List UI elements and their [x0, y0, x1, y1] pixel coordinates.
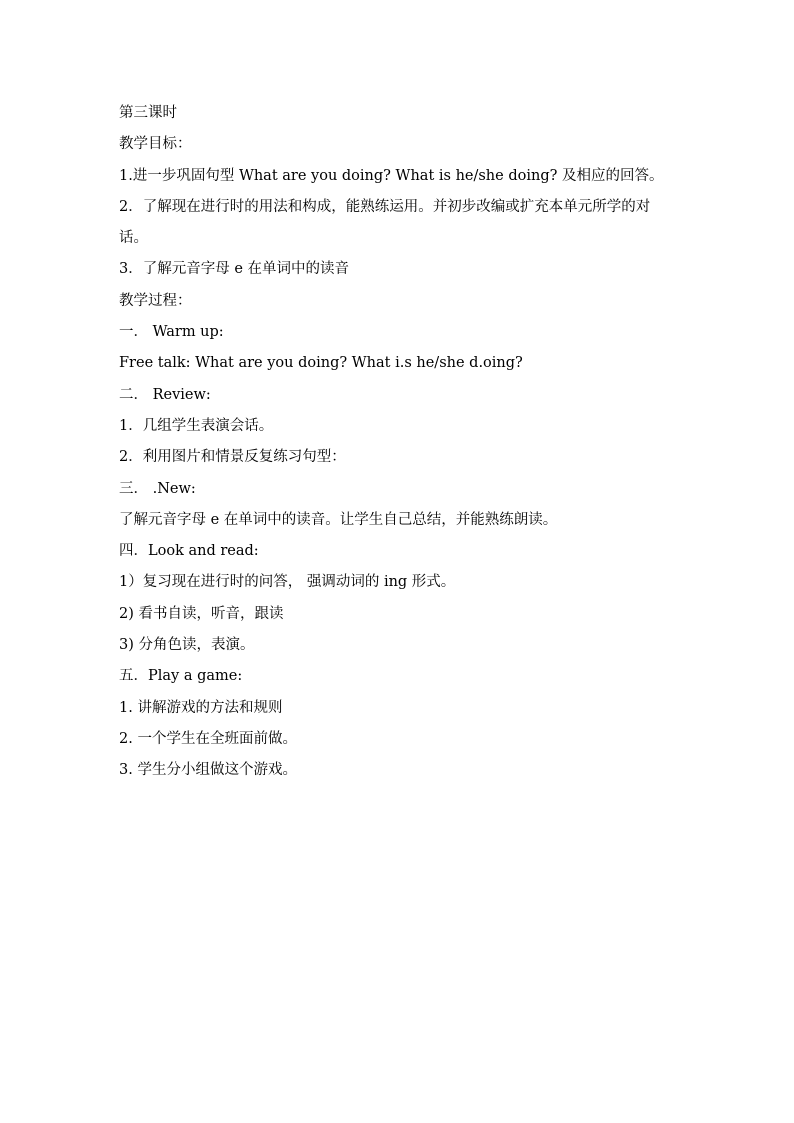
look-read-item-3: 3) 分角色读，表演。 [119, 637, 255, 654]
lesson-title: 第三课时 [119, 105, 177, 121]
look-read-item-1: 1）复习现在进行时的问答， 强调动词的 ing 形式。 [119, 574, 456, 591]
objective-item-1: 1.进一步巩固句型 What are you doing? What is he/she doing? 及相应的回答。 [119, 167, 664, 184]
objective-item-3: 3．了解元音字母 e 在单词中的读音 [119, 261, 350, 278]
section-heading-objectives: 教学目标： [119, 136, 192, 153]
game-item-1: 1. 讲解游戏的方法和规则 [119, 699, 283, 716]
step-heading-review: 二． Review: [119, 386, 211, 403]
new-content-line: 了解元音字母 e 在单词中的读音。让学生自己总结，并能熟练朗读。 [119, 511, 558, 528]
step-heading-play-a-game: 五．Play a game: [119, 668, 243, 685]
game-item-2: 2. 一个学生在全班面前做。 [119, 730, 297, 747]
document-body [119, 98, 679, 787]
review-item-1: 1．几组学生表演会话。 [119, 417, 274, 434]
look-read-item-2: 2) 看书自读，听音，跟读 [119, 605, 284, 622]
game-item-3: 3. 学生分小组做这个游戏。 [119, 762, 297, 779]
step-heading-new: 三． .New: [119, 480, 196, 497]
step-heading-warm-up: 一． Warm up: [119, 324, 224, 341]
free-talk-line: Free talk: What are you doing? What i.s he/she d.oing? [119, 355, 523, 372]
objective-item-2: 2．了解现在进行时的用法和构成，能熟练运用。并初步改编或扩充本单元所学的对话。 [119, 198, 651, 247]
step-heading-look-and-read: 四．Look and read: [119, 543, 259, 560]
review-item-2: 2．利用图片和情景反复练习句型： [119, 449, 346, 466]
section-heading-process: 教学过程： [119, 292, 192, 309]
